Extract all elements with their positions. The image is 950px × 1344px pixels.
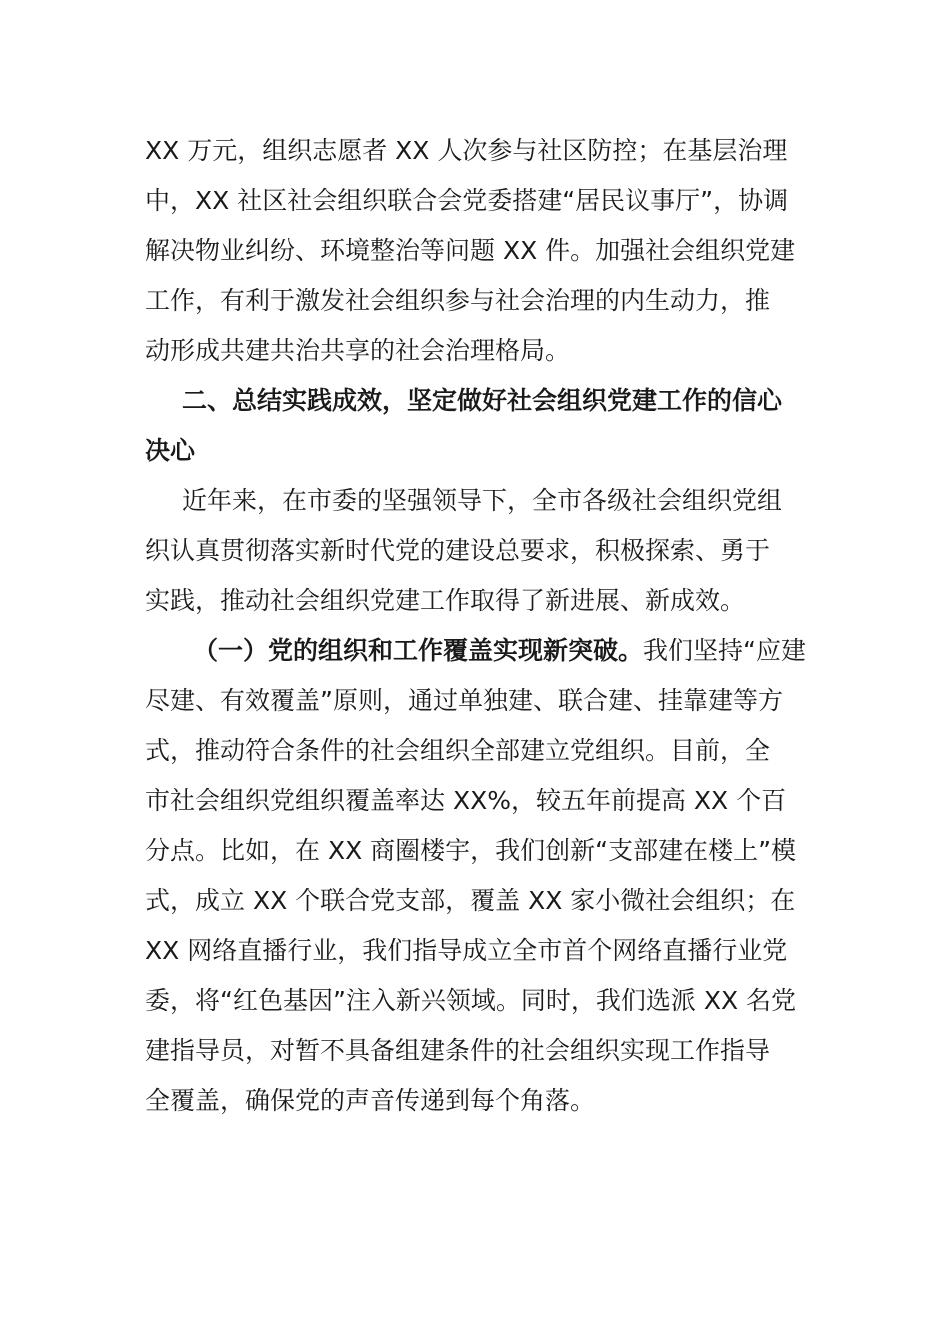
text-line: 实践，推动社会组织党建工作取得了新进展、新成效。	[145, 586, 746, 615]
text-line: 全覆盖，确保党的声音传递到每个角落。	[145, 1086, 596, 1115]
text-line: 式，推动符合条件的社会组织全部建立党组织。目前，全	[145, 736, 771, 765]
text-line: 中，XX 社区社会组织联合会党委搭建“居民议事厅”，协调	[145, 186, 789, 215]
text-line: 分点。比如，在 XX 商圈楼宇，我们创新“支部建在楼上”模	[145, 836, 797, 865]
section-heading-2	[145, 376, 810, 476]
paragraph-3	[145, 626, 810, 1126]
text-segment: 我们坚持“应建	[643, 636, 806, 665]
text-line: 式，成立 XX 个联合党支部，覆盖 XX 家小微社会组织；在	[145, 886, 796, 915]
text-line: XX 万元，组织志愿者 XX 人次参与社区防控；在基层治理	[145, 136, 788, 165]
text-line: 织认真贯彻落实新时代党的建设总要求，积极探索、勇于	[145, 536, 771, 565]
paragraph-1	[145, 126, 810, 376]
document-body	[145, 126, 810, 1126]
text-line: XX 网络直播行业，我们指导成立全市首个网络直播行业党	[145, 936, 788, 965]
heading-line: 二、总结实践成效，坚定做好社会组织党建工作的信心	[182, 386, 783, 415]
text-line: 市社会组织党组织覆盖率达 XX%，较五年前提高 XX 个百	[145, 786, 787, 815]
text-line: 尽建、有效覆盖”原则，通过单独建、联合建、挂靠建等方	[145, 686, 783, 715]
subsection-heading: （一）党的组织和工作覆盖实现新突破。	[193, 636, 644, 665]
paragraph-2	[145, 476, 810, 626]
text-line: 建指导员，对暂不具备组建条件的社会组织实现工作指导	[145, 1036, 771, 1065]
text-line: 解决物业纠纷、环境整治等问题 XX 件。加强社会组织党建	[145, 236, 796, 265]
text-line: 委，将“红色基因”注入新兴领域。同时，我们选派 XX 名党	[145, 986, 797, 1015]
text-line: 工作，有利于激发社会组织参与社会治理的内生动力，推	[145, 286, 771, 315]
text-line: 动形成共建共治共享的社会治理格局。	[145, 336, 571, 365]
heading-line: 决心	[145, 436, 196, 465]
text-line: 近年来，在市委的坚强领导下，全市各级社会组织党组	[182, 486, 783, 515]
text-line	[145, 626, 810, 676]
